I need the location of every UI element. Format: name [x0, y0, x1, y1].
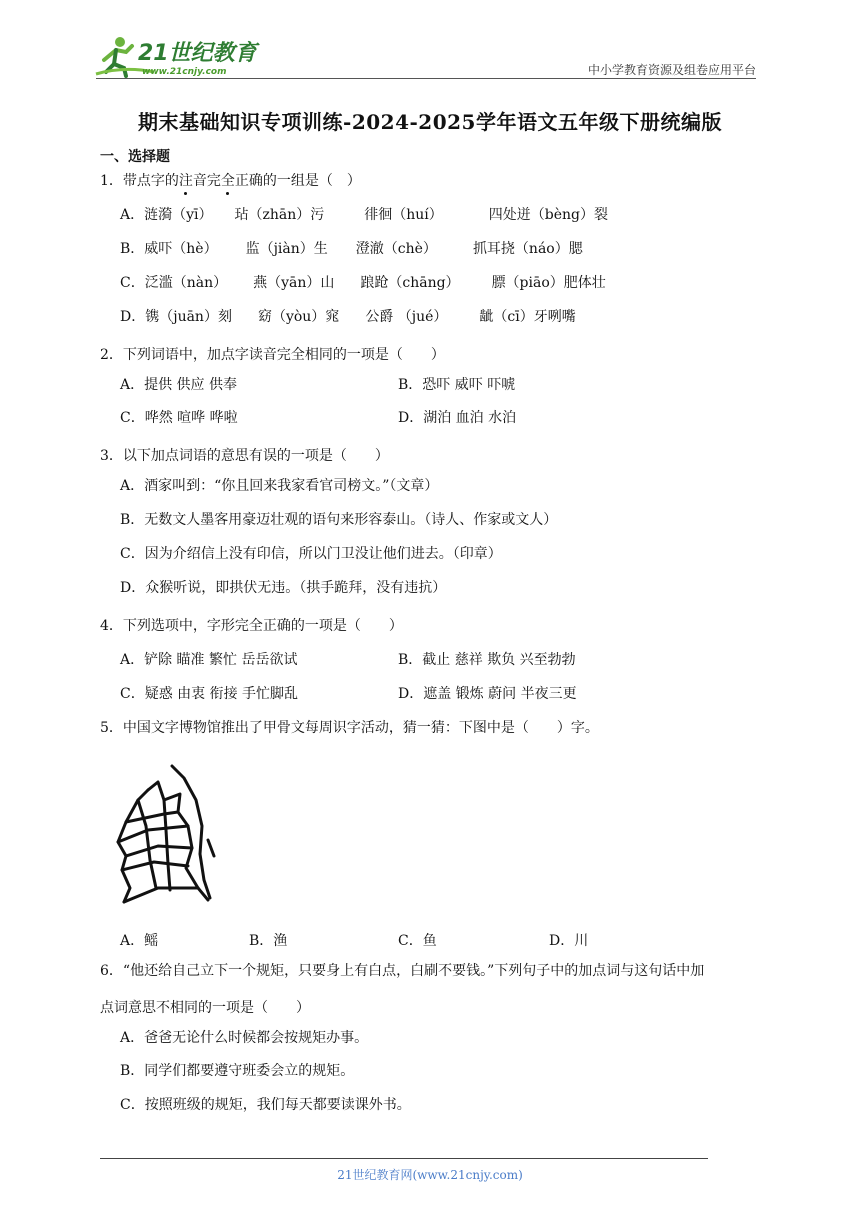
question-2-stem: 2．下列词语中，加点字读音完全相同的一项是（ ） — [100, 347, 445, 363]
page-title: 期末基础知识专项训练-2024-2025学年语文五年级下册统编版 — [138, 110, 722, 134]
question-3-option-b: B．无数文人墨客用豪迈壮观的语句来形容泰山。（诗人、作家或文人） — [120, 512, 558, 528]
question-6-option-a: A．爸爸无论什么时候都会按规矩办事。 — [120, 1030, 369, 1046]
question-3-option-a: A．酒家叫到：“你且回来我家看官司榜文。”（文章） — [120, 478, 439, 494]
question-5-option-b: B．渔 — [249, 933, 288, 949]
question-1-option-c: C．泛滥（nàn） 燕（yān）山 踉跄（chāng） 膘（piāo）肥体壮 — [120, 275, 606, 291]
question-1-option-a: A．涟漪（yī） 玷（zhān）污 徘徊（huí） 四处迸（bèng）裂 — [120, 207, 609, 223]
svg-text:21世纪教育: 21世纪教育 — [138, 41, 257, 66]
question-3-option-d: D．众猴听说，即拱伏无违。（拱手跪拜，没有违抗） — [120, 580, 447, 596]
question-5-option-c: C．鱼 — [398, 933, 437, 949]
svg-text:www.21cnjy.com: www.21cnjy.com — [142, 67, 227, 77]
footer-link[interactable]: 21世纪教育网(www.21cnjy.com) — [337, 1168, 523, 1182]
question-3-stem: 3．以下加点词语的意思有误的一项是（ ） — [100, 448, 389, 464]
question-3-option-c: C．因为介绍信上没有印信，所以门卫没让他们进去。（印章） — [120, 546, 502, 562]
question-2-option-a: A．提供 供应 供奉 — [120, 377, 238, 393]
question-5-option-d: D．川 — [549, 933, 589, 949]
question-6-option-b: B．同学们都要遵守班委会立的规矩。 — [120, 1063, 355, 1079]
section-heading: 一、选择题 — [100, 149, 170, 165]
question-4-option-a: A．铲除 瞄准 繁忙 岳岳欲试 — [120, 652, 298, 668]
question-6-option-c: C．按照班级的规矩，我们每天都要读课外书。 — [120, 1097, 411, 1113]
question-1-stem: 1．带点字的注音完全正确的一组是（ ） — [100, 170, 361, 190]
question-5-option-a: A．鳐 — [120, 933, 159, 949]
question-4-option-b: B．截止 慈祥 欺负 兴至勃勃 — [398, 652, 576, 668]
question-6-stem-line-1: 6．“他还给自己立下一个规矩，只要身上有白点，白刷不要钱。”下列句子中的加点词与这句话中加 — [100, 963, 705, 979]
question-4-option-d: D．遮盖 锻炼 蔚问 半夜三更 — [398, 686, 577, 702]
question-2-option-c: C．哗然 喧哗 哗啦 — [120, 410, 238, 426]
question-6-stem-line-2: 点词意思不相同的一项是（ ） — [100, 1000, 310, 1016]
question-2-option-b: B．恐吓 威吓 吓唬 — [398, 377, 516, 393]
header-divider — [96, 78, 756, 79]
site-logo — [94, 34, 269, 78]
question-5-stem: 5．中国文字博物馆推出了甲骨文每周识字活动，猜一猜：下图中是（ ）字。 — [100, 720, 599, 736]
platform-label: 中小学教育资源及组卷应用平台 — [587, 63, 756, 77]
oracle-bone-character-image — [108, 760, 228, 910]
question-4-stem: 4．下列选项中，字形完全正确的一项是（ ） — [100, 618, 403, 634]
question-1-option-d: D．镌（juān）刻 窈（yòu）窕 公爵 （jué） 龇（cī）牙咧嘴 — [120, 309, 576, 325]
footer-divider — [100, 1158, 708, 1159]
question-4-option-c: C．疑惑 由衷 衔接 手忙脚乱 — [120, 686, 299, 702]
question-1-option-b: B．威吓（hè） 监（jiàn）生 澄澈（chè） 抓耳挠（náo）腮 — [120, 241, 583, 257]
question-2-option-d: D．湖泊 血泊 水泊 — [398, 410, 517, 426]
